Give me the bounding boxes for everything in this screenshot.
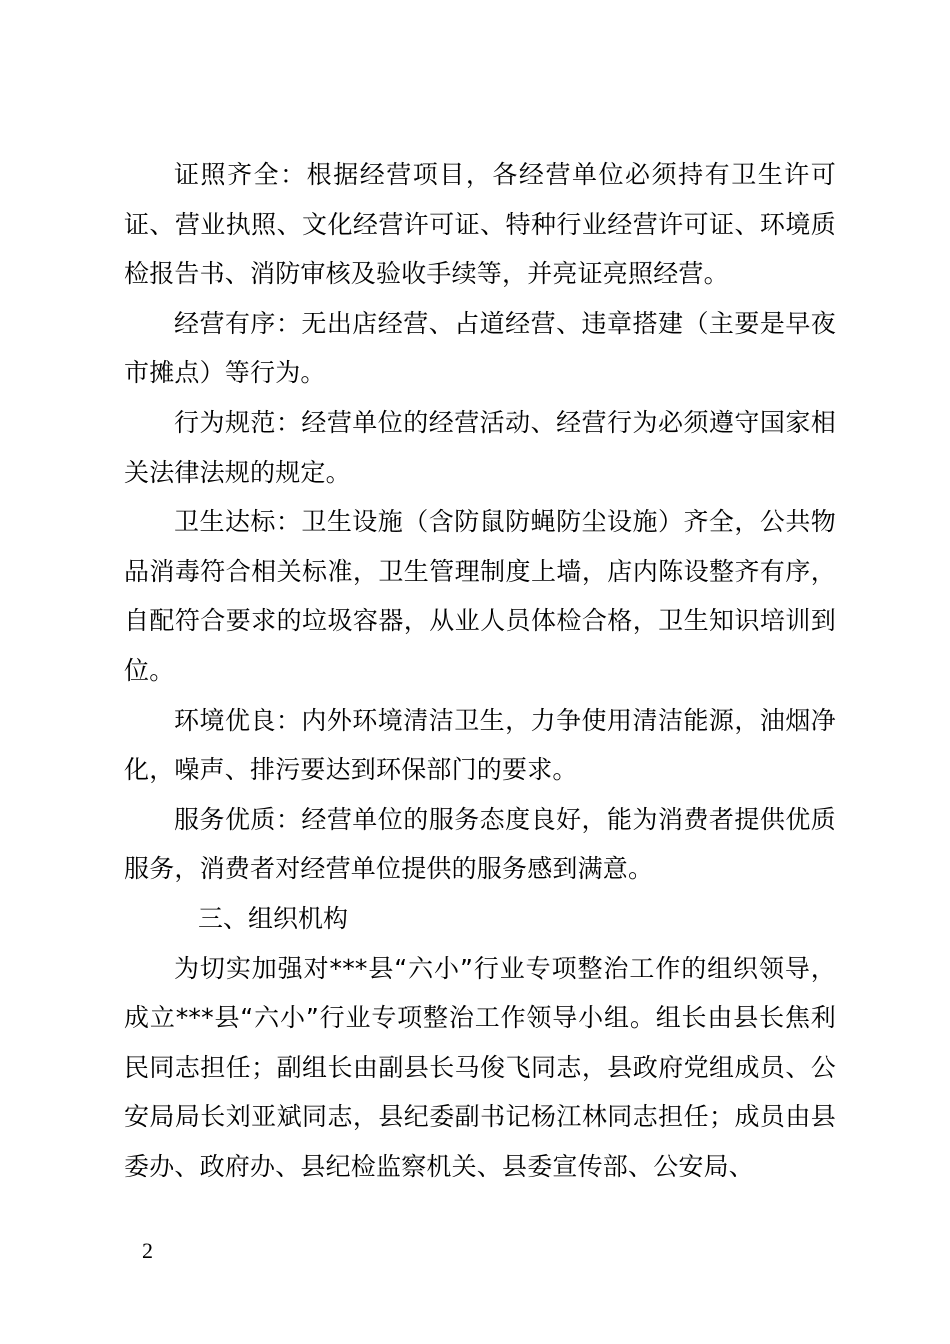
paragraph-licenses: 证照齐全：根据经营项目，各经营单位必须持有卫生许可证、营业执照、文化经营许可证、特种行业经营许可证、环境质检报告书、消防审核及验收手续等，并亮证亮照经营。 — [124, 160, 836, 289]
section-heading: 三、组织机构 — [198, 903, 349, 933]
paragraph-environment: 环境优良：内外环境清洁卫生，力争使用清洁能源，油烟净化，噪声、排污要达到环保部门的要求。 — [124, 705, 836, 785]
paragraph-conduct: 行为规范：经营单位的经营活动、经营行为必须遵守国家相关法律法规的规定。 — [124, 407, 836, 487]
paragraph-hygiene: 卫生达标：卫生设施（含防鼠防蝇防尘设施）齐全，公共物品消毒符合相关标准，卫生管理制度上墙，店内陈设整齐有序，自配符合要求的垃圾容器，从业人员体检合格，卫生知识培训到位。 — [124, 507, 836, 685]
paragraph-organization: 为切实加强对***县“六小”行业专项整治工作的组织领导，成立***县“六小”行业专项整治工作领导小组。组长由县长焦利民同志担任；副组长由副县长马俊飞同志，县政府党组成员、公安局局长刘亚斌同志，县纪委副书记杨江林同志担任；成员由县委办、政府办、县纪检监察机关、县委宣传部、公安局、 — [124, 953, 836, 1181]
page-number: 2 — [142, 1238, 153, 1263]
paragraph-service: 服务优质：经营单位的服务态度良好，能为消费者提供优质服务，消费者对经营单位提供的服务感到满意。 — [124, 804, 836, 884]
document-body — [124, 150, 836, 1191]
paragraph-orderly-operation: 经营有序：无出店经营、占道经营、违章搭建（主要是早夜市摊点）等行为。 — [124, 308, 836, 388]
